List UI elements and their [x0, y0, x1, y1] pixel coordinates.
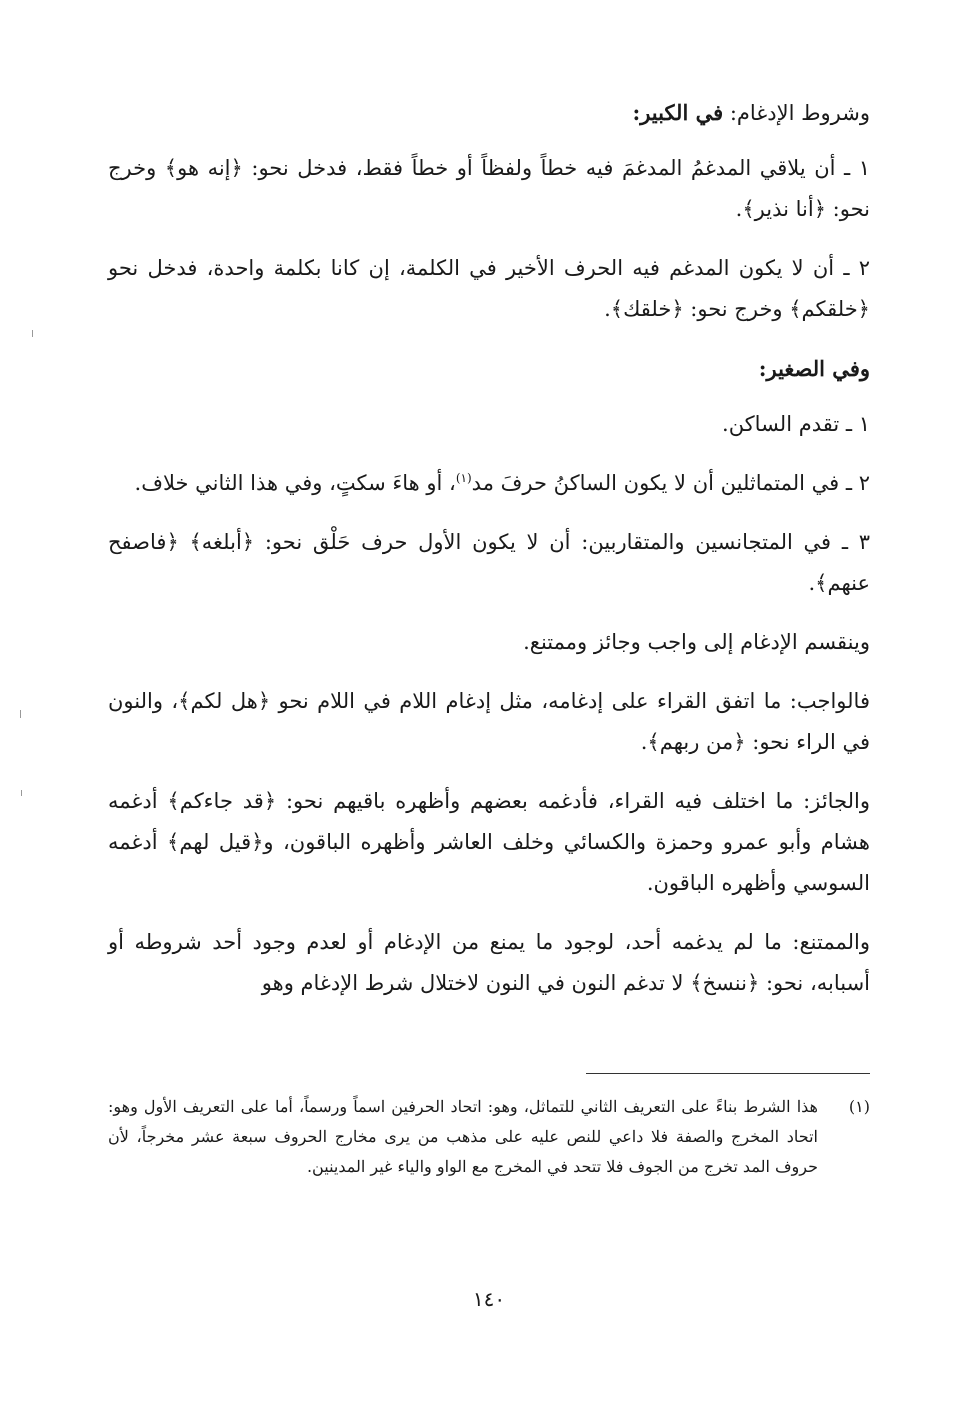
paragraph: [108, 148, 870, 230]
scan-mark: [20, 710, 21, 718]
footnote-number: (١): [848, 1097, 870, 1116]
text-run: ١ ـ أن يلاقي المدغمُ المدغمَ فيه خطاً ولفظاً أو خطاً فقط، فدخل نحو: ﴿إنه هو﴾ وخرج نحو: ﴿أنا نذير﴾.: [108, 156, 870, 221]
section-heading: [108, 348, 870, 390]
paragraph: [108, 404, 870, 445]
bold-text: في الكبير:: [632, 100, 724, 125]
paragraph: [108, 922, 870, 1004]
footnotes: [108, 1073, 870, 1182]
main-text: [108, 92, 870, 1004]
text-run: وشروط الإدغام:: [723, 101, 870, 125]
text-run: فالواجب: ما اتفق القراء على إدغامه، مثل إدغام اللام في اللام نحو ﴿هل لكم﴾، والنون في الراء نحو: ﴿من ربهم﴾.: [108, 689, 870, 754]
footnote-text: هذا الشرط بناءً على التعريف الثاني للتماثل، وهو: اتحاد الحرفين اسماً ورسماً، أما على التعريف الأول وهو: اتحاد المخرج والصفة فلا داعي للنص عليه على مذهب من يرى مخارج الحروف سبعة عشر مخرجاً، لأن حروف المد تخرج من الجوف فلا تتحد في المخرج مع الواو والياء غير المدينين.: [108, 1097, 818, 1176]
paragraph: [108, 681, 870, 763]
text-run: ٣ ـ في المتجانسين والمتقاربين: أن لا يكون الأول حرف حَلْق نحو: ﴿أبلغه﴾ ﴿فاصفح عنهم﴾.: [108, 530, 870, 595]
text-run: والممتنع: ما لم يدغمه أحد، لوجود ما يمنع من الإدغام أو لعدم وجود أحد شروطه أو أسبابه، نحو: ﴿ننسخ﴾ لا تدغم النون في النون لاختلال شرط الإدغام وهو: [108, 930, 870, 995]
text-run: وينقسم الإدغام إلى واجب وجائز وممتنع.: [523, 630, 870, 654]
text-run: ٢ ـ في المتماثلين أن لا يكون الساكنُ حرفَ مد: [471, 471, 870, 495]
scan-mark: [32, 330, 33, 337]
section-heading: [108, 92, 870, 134]
text-run: ، أو هاءَ سكتٍ، وفي هذا الثاني خلاف.: [134, 471, 456, 495]
footnote-ref: (١): [455, 471, 472, 485]
text-run: ١ ـ تقدم الساكن.: [722, 412, 870, 436]
text-run: والجائز: ما اختلف فيه القراء، فأدغمه بعضهم وأظهره باقيهم نحو: ﴿قد جاءكم﴾ أدغمه هشام وأبو عمرو وحمزة والكسائي وخلف العاشر وأظهره الباقون، و﴿قيل لهم﴾ أدغمه السوسي وأظهره الباقون.: [108, 789, 870, 895]
footnote: [108, 1092, 870, 1182]
paragraph: [108, 463, 870, 504]
paragraph: [108, 248, 870, 330]
page-body: [108, 92, 870, 1022]
text-run: ٢ ـ أن لا يكون المدغم فيه الحرف الأخير في الكلمة، إن كانا بكلمة واحدة، فدخل نحو ﴿خلقكم﴾ وخرج نحو: ﴿خلقك﴾.: [108, 256, 870, 321]
scan-mark: [21, 790, 22, 796]
paragraph: [108, 781, 870, 904]
paragraph: [108, 622, 870, 663]
footnote-divider: [586, 1073, 870, 1074]
paragraph: [108, 522, 870, 604]
bold-text: وفي الصغير:: [758, 356, 870, 381]
page-number: ١٤٠: [472, 1287, 506, 1311]
